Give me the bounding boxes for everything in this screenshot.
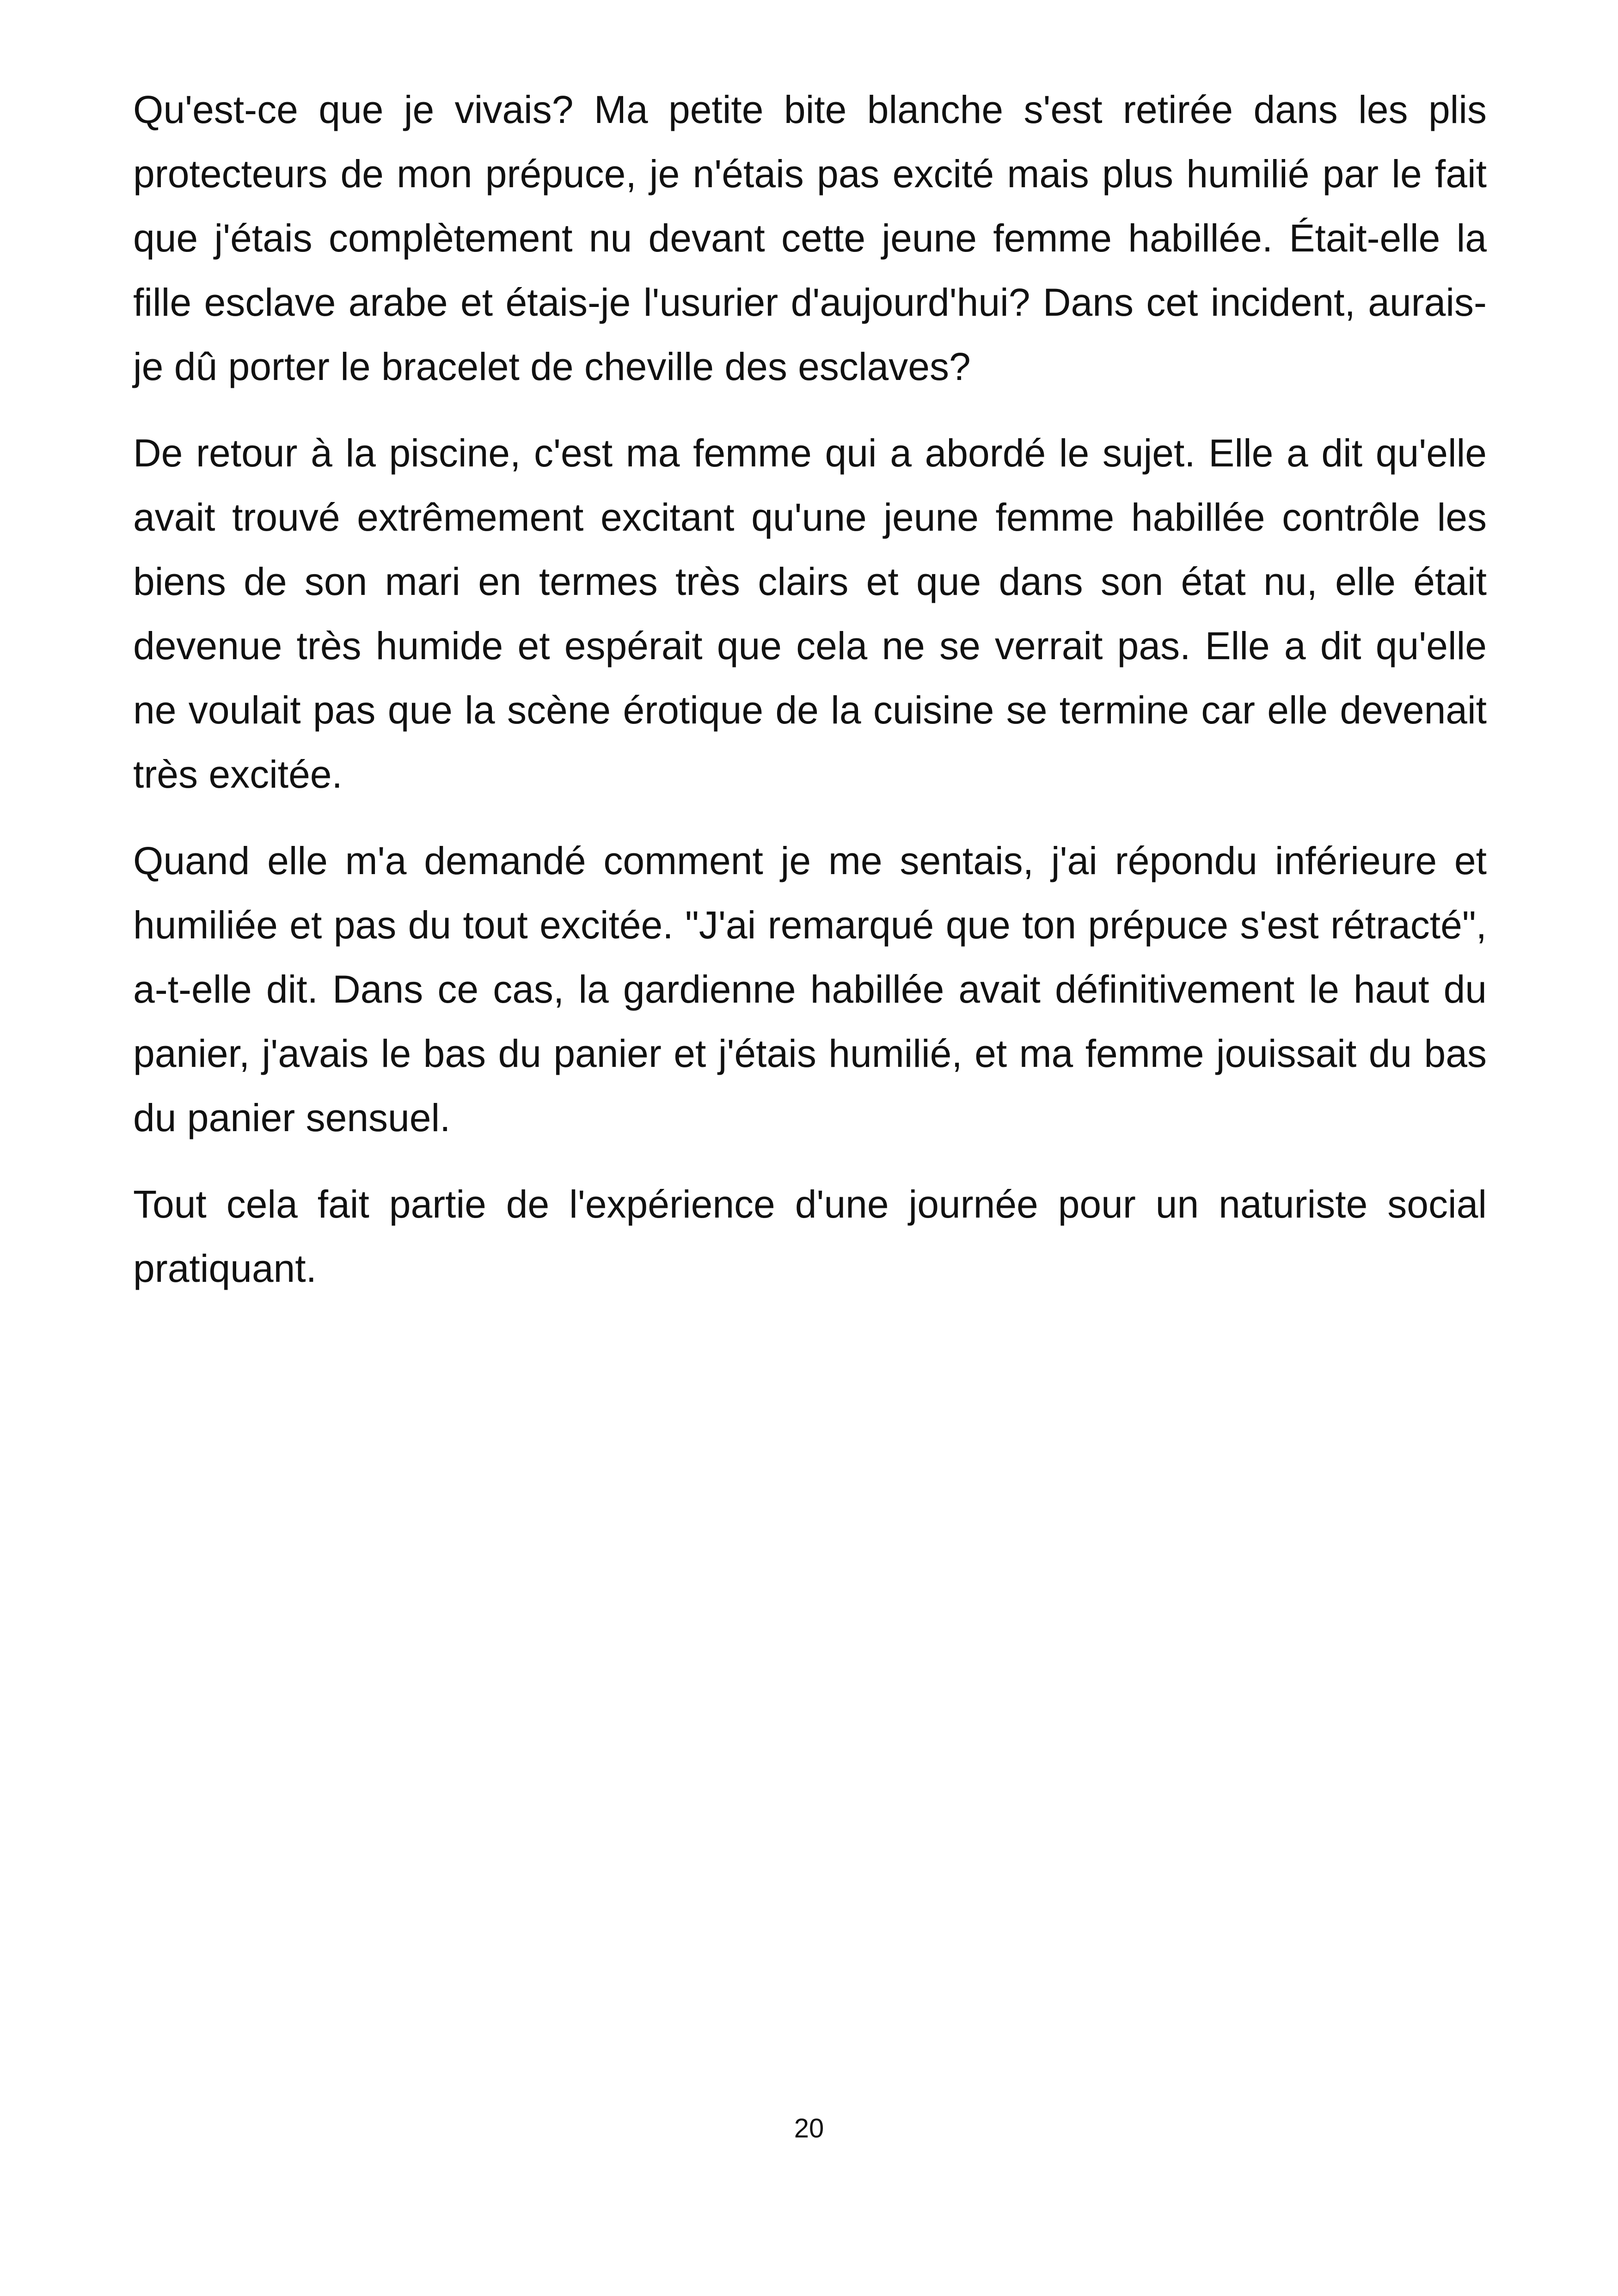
body-text bbox=[133, 78, 1487, 1323]
paragraph-3: Quand elle m'a demandé comment je me sentais, j'ai répondu inférieure et humiliée et pas du tout excitée. "J'ai remarqué que ton prépuce s'est rétracté", a-t-elle dit. Dans ce cas, la gardienne habillée avait définitivement le haut du panier, j'avais le bas du panier et j'étais humilié, et ma femme jouissait du bas du panier sensuel. bbox=[133, 839, 1487, 1139]
paragraph-4: Tout cela fait partie de l'expérience d'une journée pour un naturiste social pratiquant. bbox=[133, 1182, 1487, 1290]
paragraph-2: De retour à la piscine, c'est ma femme qui a abordé le sujet. Elle a dit qu'elle avait trouvé extrêmement excitant qu'une jeune femme habillée contrôle les biens de son mari en termes très clairs et que dans son état nu, elle était devenue très humide et espérait que cela ne se verrait pas. Elle a dit qu'elle ne voulait pas que la scène érotique de la cuisine se termine car elle devenait très excitée. bbox=[133, 431, 1487, 796]
page-number: 20 bbox=[794, 2113, 824, 2143]
paragraph-1: Qu'est-ce que je vivais? Ma petite bite blanche s'est retirée dans les plis protecteurs de mon prépuce, je n'étais pas excité mais plus humilié par le fait que j'étais complètement nu devant cette jeune femme habillée. Était-elle la fille esclave arabe et étais-je l'usurier d'aujourd'hui? Dans cet incident, aurais-je dû porter le bracelet de cheville des esclaves? bbox=[133, 88, 1487, 388]
